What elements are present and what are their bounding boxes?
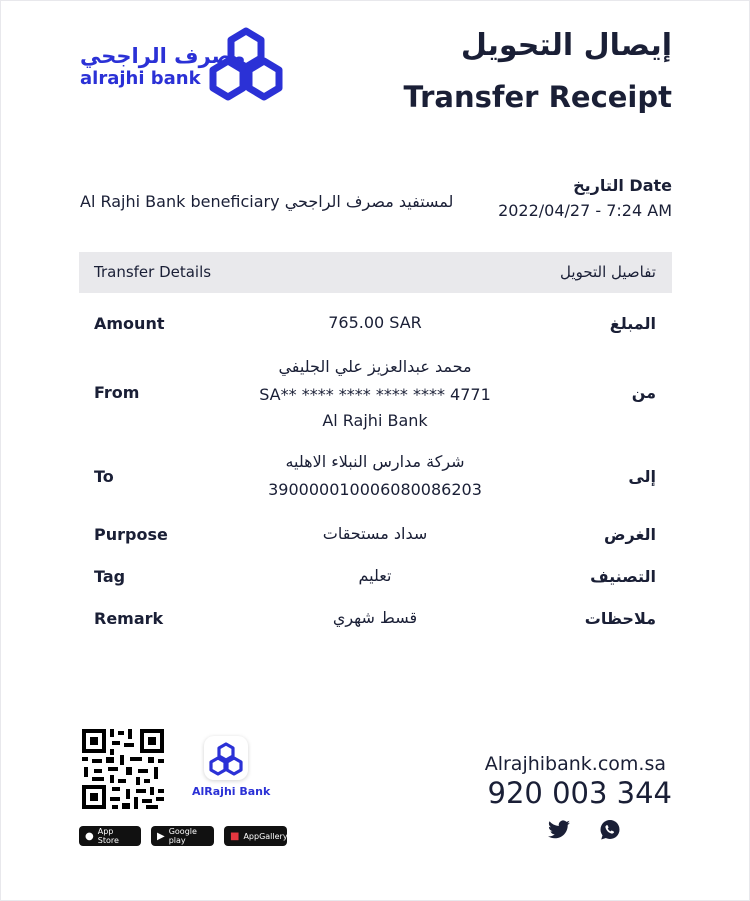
section-title-arabic: تفاصيل التحويل [560,263,656,281]
phone-number[interactable]: 920 003 344 [487,776,672,810]
tag-value: تعليم [358,566,392,585]
beneficiary-arabic: لمستفيد مصرف الراجحي [284,192,454,211]
beneficiary-english: Al Rajhi Bank beneficiary [80,192,280,211]
play-icon: ▶ [157,830,165,842]
qr-code-icon [80,727,166,811]
logo-text-arabic: مصرف الراجحي [80,44,246,68]
tag-label: Tag [94,567,126,586]
google-play-badge[interactable] [151,826,214,846]
alrajhi-app-icon[interactable] [204,736,248,780]
from-bank: Al Rajhi Bank [322,411,428,430]
twitter-icon[interactable] [547,818,571,842]
beneficiary-type [80,192,453,211]
purpose-value: سداد مستحقات [322,524,428,543]
remark-label-arabic: ملاحظات [584,609,656,628]
receipt-title-arabic: إيصال التحويل [460,28,672,63]
date-value: 2022/04/27 - 7:24 AM [498,201,672,220]
from-name: محمد عبدالعزيز علي الجليفي [278,357,472,376]
app-gallery-label: AppGallery [243,831,288,841]
to-label: To [94,467,114,486]
app-name-label: AlRajhi Bank [192,785,271,798]
alrajhi-logo-icon [206,27,286,101]
app-store-badge[interactable] [79,826,141,846]
from-label: From [94,383,140,402]
website-link[interactable]: Alrajhibank.com.sa [484,753,666,775]
amount-label: Amount [94,314,165,333]
to-account: 390000010006080086203 [268,480,482,499]
huawei-icon: ■ [230,830,240,842]
to-label-arabic: إلى [628,467,656,486]
amount-label-arabic: المبلغ [609,314,656,333]
date-label: التاريخ Date [573,176,672,195]
apple-icon: ● [85,830,94,842]
amount-value: 765.00 SAR [328,313,422,332]
app-logo-icon [204,736,248,780]
purpose-label: Purpose [94,525,168,544]
from-label-arabic: من [631,383,656,402]
whatsapp-icon[interactable] [598,818,622,842]
remark-value: قسط شهري [332,608,418,627]
logo-text-english: alrajhi bank [80,68,201,89]
app-gallery-badge[interactable] [224,826,287,846]
to-name: شركة مدارس النبلاء الاهليه [285,452,465,471]
from-account: SA** **** **** **** **** 4771 [259,385,491,404]
tag-label-arabic: التصنيف [590,567,656,586]
receipt-title-english: Transfer Receipt [403,80,672,114]
remark-label: Remark [94,609,164,628]
purpose-label-arabic: الغرض [604,525,656,544]
app-store-label: App Store [97,827,119,845]
google-play-label: Google play [168,827,197,845]
section-title-english: Transfer Details [94,263,212,281]
